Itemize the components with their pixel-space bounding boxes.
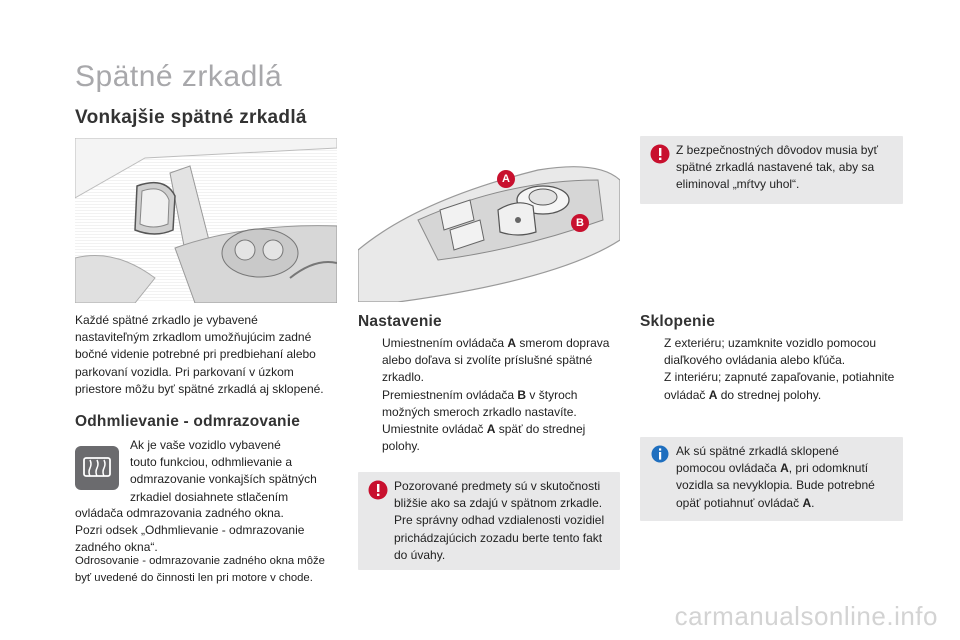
intro-line: parkovaní vozidla. Pri parkovaní v úzkom	[75, 364, 294, 379]
defrost-line: zrkadiel dosiahnete stlačením	[130, 489, 289, 504]
defrost-line: ovládača odmrazovania zadného okna.	[75, 506, 284, 520]
watermark: carmanualsonline.info	[674, 601, 938, 631]
defrost-heading: Odhmlievanie - odmrazovanie	[75, 413, 301, 430]
fold-heading: Sklopenie	[640, 313, 716, 330]
intro-line: nastaviteľným zrkadlom umožňujúcim zadné	[75, 330, 312, 345]
adjust-list	[358, 335, 628, 455]
mirror-warning-line: Pozorované predmety sú v skutočnosti	[394, 479, 601, 493]
adjust-heading: Nastavenie	[358, 313, 442, 330]
warning-icon	[650, 144, 670, 164]
defrost-note	[75, 553, 355, 587]
adjust-item: Umiestnením ovládača A smerom doprava alebo doľava si zvolíte príslušné spätné zrkadlo.	[382, 336, 610, 385]
label-b-badge	[571, 214, 589, 232]
adjust-item: Umiestnite ovládač A späť do strednej polohy.	[382, 422, 586, 454]
rear-defrost-button	[75, 446, 119, 490]
defrost-line: Pozri odsek „Odhmlievanie - odmrazovanie	[75, 523, 305, 538]
fold-info-line: pomocou ovládača A, pri odomknutí	[676, 461, 869, 476]
defrost-line: odmrazovanie vonkajších spätných	[130, 472, 317, 487]
fold-info-line: opäť potiahnuť ovládač A.	[676, 495, 815, 510]
warning-icon	[368, 480, 388, 500]
fold-info-note	[640, 437, 903, 521]
fold-item: Z exteriéru; uzamknite vozidlo pomocou diaľkového ovládania alebo kľúča.	[664, 336, 877, 368]
label-b: B	[576, 217, 584, 229]
defrost-note-line: Odrosovanie - odmrazovanie zadného okna môže	[75, 555, 325, 567]
intro-line: Každé spätné zrkadlo je vybavené	[75, 313, 258, 327]
fold-item: Z interiéru; zapnuté zapaľovanie, potiahnite ovládač A do strednej polohy.	[664, 370, 895, 402]
fold-list	[640, 335, 910, 404]
mirror-warning-line: Pre správny odhad vzdialenosti vozidiel	[394, 513, 605, 528]
safety-warning-line: spätné zrkadlá nastavené tak, aby sa	[676, 160, 875, 175]
defrost-line: zadného okna“.	[75, 540, 158, 555]
defrost-line: Ak je vaše vozidlo vybavené	[130, 438, 281, 452]
safety-warning-note	[640, 136, 903, 204]
section-title: Vonkajšie spätné zrkadlá	[75, 107, 307, 128]
label-a-badge	[497, 170, 515, 188]
adjust-item: Premiestnením ovládača B v štyroch možných smeroch zrkadlo nastavíte.	[382, 387, 578, 419]
mirror-warning-note	[358, 472, 620, 570]
page-title: Spätné zrkadlá	[75, 60, 283, 93]
defrost-note-line: byť uvedené do činnosti len pri motore v chode.	[75, 572, 313, 585]
safety-warning-line: Z bezpečnostných dôvodov musia byť	[676, 143, 878, 157]
defrost-line: touto funkciou, odhmlievanie a	[130, 455, 293, 470]
car-interior-drawing	[75, 138, 337, 303]
mirror-warning-line: bližšie ako sa zdajú v spätnom zrkadle.	[394, 496, 603, 511]
mirror-warning-line: do úvahy.	[394, 547, 446, 562]
defrost-text-full	[75, 505, 350, 557]
intro-line: bočné videnie potrebné pri predbiehaní alebo	[75, 347, 316, 362]
fold-info-line: vozidla sa nevyklopia. Bude potrebné	[676, 478, 875, 493]
intro-line: priestore môžu byť spätné zrkadlá aj sklopené.	[75, 381, 324, 396]
safety-warning-line: eliminoval „mŕtvy uhol“.	[676, 177, 800, 192]
intro-paragraph	[75, 312, 345, 398]
fold-info-line: Ak sú spätné zrkadlá sklopené	[676, 444, 839, 458]
label-a: A	[502, 173, 510, 185]
mirror-warning-line: prichádzajúcich zozadu berte tento fakt	[394, 530, 603, 545]
rear-defrost-icon	[75, 446, 119, 490]
illustration-car-interior	[75, 138, 337, 303]
info-icon	[651, 445, 669, 463]
defrost-text-indented	[130, 437, 350, 506]
